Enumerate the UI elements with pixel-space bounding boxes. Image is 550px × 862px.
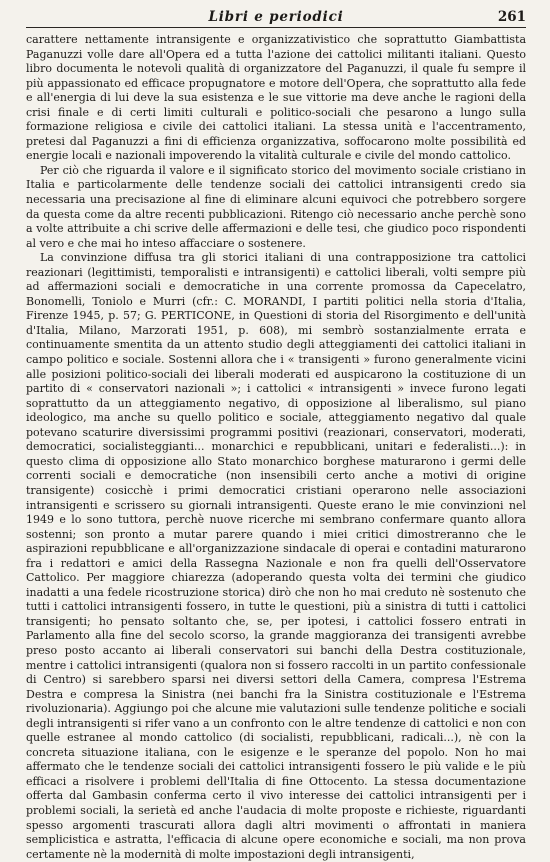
page-number: 261 [497, 9, 526, 25]
paragraph-3: La convinzione diffusa tra gli storici italiani di una contrapposizione tra cattolici reazionari (legittimisti, temporalisti e intransigenti) e cattolici liberali, volti sempre più ad affermazioni sociali e democratiche in una corrente promossa da Capecelatro, Bonomelli, Toniolo e Murri (cfr.: C. MORANDI, I partiti politici nella storia d'Italia, Firenze 1945, p. 57; G. PERTICONE, in Questioni di storia del Risorgimento e dell'unità d'Italia, Milano, Marzorati 1951, p. 608), mi sembrò sostanzialmente errata e continuamente smentita da un attento studio degli atteggiamenti dei cattolici italiani in campo politico e sociale. Sostenni allora che i « transigenti » furono generalmente vicini alle posizioni politico-sociali dei liberali moderati ed auspicarono la costituzione di un partito di « conservatori nazionali »; i cattolici « intransigenti » invece furono legati soprattutto da un atteggiamento negativo, di opposizione al liberalismo, sul piano ideologico, ma anche su quello politico e sociale, atteggiamento negativo dal quale potevano scaturire diversissimi programmi positivi (reazionari, conservatori, moderati, democratici, socialisteggianti... monarchici e repubblicani, unitari e federalisti...): in questo clima di opposizione allo Stato monarchico borghese maturarono i germi delle correnti sociali e democratiche (non insensibili certo anche a motivi di origine transigente) cosicchè i primi democratici cristiani operarono nelle associazioni intransigenti e scrissero su giornali intransigenti. Queste erano le mie convinzioni nel 1949 e lo sono tuttora, perchè nuove ricerche mi sembrano confermare quanto allora sostenni; son pronto a mutar parere quando i miei critici dimostreranno che le aspirazioni repubblicane e all'organizzazione sindacale di operai e contadini maturarono fra i redattori e amici della Rassegna Nazionale e non fra quelli dell'Osservatore Cattolico. Per maggiore chiarezza (adoperando questa volta dei termini che giudico inadatti a una fedele ricostruzione storica) dirò che non ho mai creduto nè sostenuto che tutti i cattolici intransigenti fossero, in tutte le questioni, più a sinistra di tutti i cattolici transigenti; ho pensato soltanto che, se, per ipotesi, i cattolici fossero entrati in Parlamento alla fine del secolo scorso, la grande maggioranza dei transigenti avrebbe preso posto accanto ai liberali conservatori sui banchi della Destra costituzionale, mentre i cattolici intransigenti (qualora non si fossero raccolti in un partito confessionale di Centro) si sarebbero sparsi nei diversi settori della Camera, compresa l'Estrema Destra e compresa la Sinistra (nei banchi fra la Sinistra costituzionale e l'Estrema rivoluzionaria). Aggiungo poi che alcune mie valutazioni sulle tendenze politiche e sociali degli intransigenti si rifer vano a un confronto con le altre tendenze di cattolici e non con quelle estranee al mondo cattolico (di socialisti, repubblicani, radicali...), nè con la concreta situazione italiana, con le esigenze e le speranze del popolo. Non ho mai affermato che le tendenze sociali dei cattolici intransigenti fossero le più valide e le più efficaci a risolvere i problemi dell'Italia di fine Ottocento. La stessa documentazione offerta dal Gambasin conferma certo il vivo interesse dei cattolici intransigenti per i problemi sociali, la serietà ed anche l'audacia di molte proposte e richieste, riguardanti spesso argomenti trascurati allora dagli altri movimenti o affrontati in maniera semplicistica e astratta, l'efficacia di alcune opere economiche e sociali, ma non prova certamente nè la modernità di molte impostazioni degli intransigenti, [26, 251, 526, 861]
paragraph-2: Per ciò che riguarda il valore e il significato storico del movimento sociale cristiano in Italia e particolarmente delle tendenze sociali dei cattolici intransigenti credo sia necessaria una precisazione al fine di eliminare alcuni equivoci che potrebbero sorgere da questa come da altre recenti pubblicazioni. Ritengo ciò necessario anche perchè sono a volte attribuite a chi scrive delle affermazioni e delle tesi, che giudico poco rispondenti al vero e che mai ho inteso affacciare o sostenere. [26, 163, 526, 250]
running-title: Libri e periodici [208, 9, 344, 25]
page-header [26, 9, 526, 28]
page-body [26, 33, 526, 862]
paragraph-1: carattere nettamente intransigente e organizzativistico che soprattutto Giambattista Paganuzzi volle dare all'Opera ed a tutta l'azione dei cattolici militanti italiani. Questo libro documenta le notevoli qualità di organizzatore del Paganuzzi, il quale fu sempre il più appassionato ed efficace propugnatore e motore dell'Opera, che soprattutto alla fede e all'energia di lui deve la sua esistenza e le sue vittorie ma deve anche le ragioni della crisi finale e di certi limiti culturali e politico-sociali che pesarono a lungo sulla formazione religiosa e civile dei cattolici italiani. La stessa unità e l'accentramento, pretesi dal Paganuzzi a fini di efficienza organizzativa, soffocarono molte possibilità ed energie locali e nazionali impoverendo la vitalità culturale e civile del mondo cattolico. [26, 33, 526, 163]
